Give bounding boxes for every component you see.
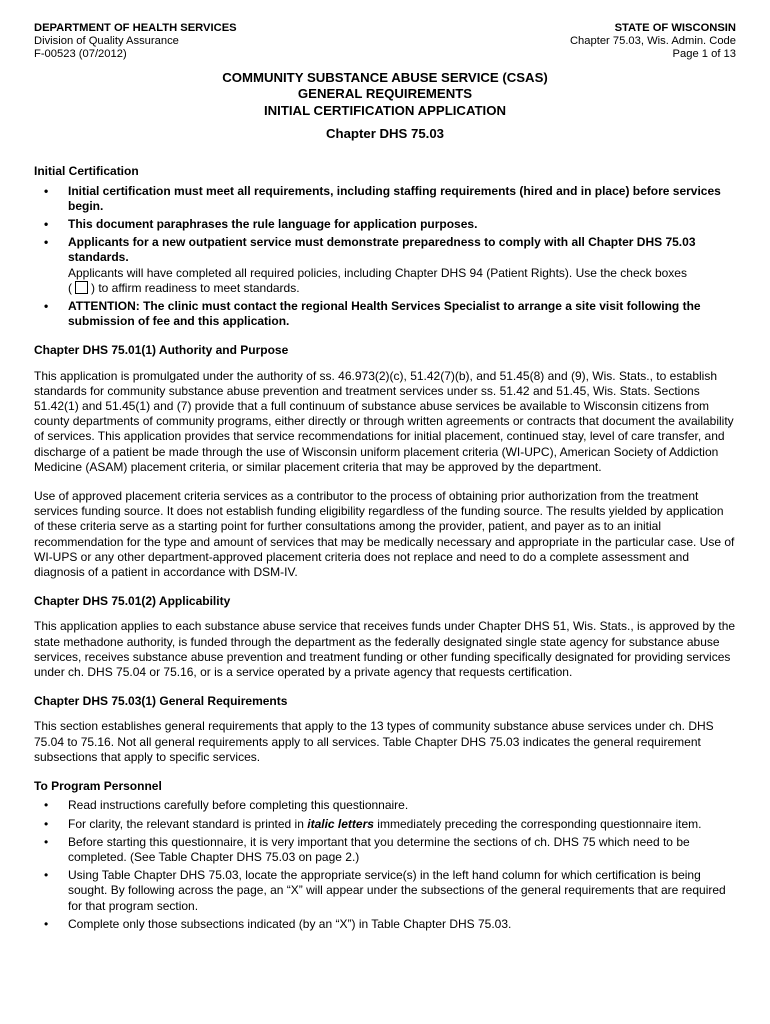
list-item-text: For clarity, the relevant standard is printed in — [68, 816, 304, 831]
list-item — [34, 235, 736, 296]
bullet-icon: • — [44, 868, 49, 883]
title-line-1: COMMUNITY SUBSTANCE ABUSE SERVICE (CSAS) — [222, 69, 548, 85]
list-item-text: Read instructions carefully before completing this questionnaire. — [68, 798, 409, 813]
italic-letters-example: italic letters — [307, 816, 374, 831]
program-personnel-heading: To Program Personnel — [34, 779, 162, 794]
section-authority-paragraph-1: This application is promulgated under the authority of ss. 46.973(2)(c), 51.42(7)(b), and 51.45(8) and (9), Wis. Stats., to establish standards for community substance abuse prevention and treatment services under ss. 51.42 and 51.45, Wis. Stats. Sections 51.42(1) and 51.45(1) and (7) provide that a full continuum of substance abuse services be available to Wisconsin citizens from county departments of community programs, either directly or through written agreements or contracts that document the availability of services. This application provides that service recommendations for initial placement, continued stay, level of care transfer, and discharge of a patient be made through the use of Wisconsin uniform placement criteria (WI-UPC), American Society of Addiction Medicine (ASAM) placement criteria, or similar placement criteria that may be approved by the department. — [34, 368, 734, 474]
bullet-icon: • — [44, 916, 49, 931]
bullet-icon: • — [44, 235, 49, 250]
note-paren-open: ( — [68, 280, 72, 295]
bullet-icon: • — [44, 798, 49, 813]
list-item — [34, 835, 736, 865]
note-line-2: ) to affirm readiness to meet standards. — [91, 280, 300, 295]
list-item-text: Applicants for a new outpatient service must demonstrate preparedness to comply with all Chapter DHS 75.03 standards. — [68, 235, 696, 265]
chapter-title: Chapter DHS 75.03 — [326, 126, 444, 142]
title-line-3: INITIAL CERTIFICATION APPLICATION — [263, 102, 506, 118]
note-line-1: Applicants will have completed all required policies, including Chapter DHS 94 (Patient Rights). Use the check boxes — [68, 265, 687, 280]
list-item-text: immediately preceding the corresponding questionnaire item. — [377, 816, 702, 831]
form-id: F-00523 (07/2012) — [34, 48, 127, 61]
initial-certification-heading: Initial Certification — [34, 164, 139, 179]
page-number: Page 1 of 13 — [672, 48, 736, 61]
section-authority-heading: Chapter DHS 75.01(1) Authority and Purpose — [34, 343, 289, 358]
bullet-icon: • — [44, 183, 49, 198]
section-general-requirements-paragraph: This section establishes general requirements that apply to the 13 types of community substance abuse services under ch. DHS 75.04 to 75.16. Not all general requirements apply to all services. Table Chapter DHS 75.03 indicates the general requirement subsections that apply to specific services. — [34, 719, 714, 764]
list-item — [34, 817, 736, 832]
section-authority-paragraph-2: Use of approved placement criteria services as a contributor to the process of obtaining prior authorization from the treatment services funding source. It does not establish funding eligibility regardless of the funding source. The results yielded by application of these criteria serve as a starting point for further consultations among the provider, patient, and payer as to an initial recommendation for the type and amount of services that may be medically necessary and appropriate in the particular case. Use of WI-UPS or any other department-approved placement criteria does not replace and need to do a complete assessment and diagnosis of a patient in accordance with DSM-IV. — [34, 489, 735, 580]
bullet-icon: • — [44, 217, 49, 231]
state-name: STATE OF WISCONSIN — [614, 22, 736, 34]
initial-certification-list — [34, 184, 736, 330]
header-right — [570, 22, 736, 62]
title-line-2: GENERAL REQUIREMENTS — [297, 86, 473, 102]
list-item — [34, 917, 736, 932]
list-item — [34, 299, 736, 329]
department-name: DEPARTMENT OF HEALTH SERVICES — [34, 22, 237, 34]
list-item-text: Initial certification must meet all requirements, including staffing requirements (hired and in place) before services begin. — [68, 183, 721, 213]
header-left — [34, 22, 237, 62]
list-item-text: ATTENTION: The clinic must contact the regional Health Services Specialist to arrange a site visit following the submission of fee and this application. — [68, 299, 701, 329]
bullet-icon: • — [44, 834, 49, 849]
program-personnel-list — [34, 798, 736, 932]
title-block — [34, 70, 736, 143]
section-applicability-paragraph: This application applies to each substance abuse service that receives funds under Chapter DHS 51, Wis. Stats., is approved by the state methadone authority, is funded through the department as the federally designated single state agency for substance abuse services, receives substance abuse prevention and treatment funding or other funding specifically designated for providing services under ch. DHS 75.04 or 75.16, or is a service operated by a private agency that requests certification. — [34, 619, 736, 680]
list-item — [34, 798, 736, 813]
page-header — [34, 22, 736, 62]
list-item-text: Using Table Chapter DHS 75.03, locate the appropriate service(s) in the left hand column for which certification is being sought. By following across the page, an “X” will appear under the subsections of the general requirements that are required for that program section. — [68, 868, 726, 913]
division-name: Division of Quality Assurance — [34, 35, 179, 48]
bullet-icon: • — [44, 299, 49, 314]
bullet-icon: • — [44, 816, 49, 831]
list-item-text: This document paraphrases the rule language for application purposes. — [68, 217, 478, 231]
checkbox-note — [68, 266, 736, 296]
section-general-requirements-heading: Chapter DHS 75.03(1) General Requirements — [34, 694, 288, 709]
list-item — [34, 184, 736, 214]
list-item — [34, 217, 736, 232]
admin-code: Chapter 75.03, Wis. Admin. Code — [569, 35, 736, 48]
list-item — [34, 868, 736, 914]
sample-checkbox — [75, 281, 88, 294]
document-page — [34, 22, 736, 932]
list-item-text: Complete only those subsections indicated (by an “X”) in Table Chapter DHS 75.03. — [68, 916, 512, 931]
section-applicability-heading: Chapter DHS 75.01(2) Applicability — [34, 594, 231, 609]
list-item-text: Before starting this questionnaire, it is very important that you determine the sections of ch. DHS 75 which need to be completed. (See Table Chapter DHS 75.03 on page 2.) — [68, 834, 690, 864]
